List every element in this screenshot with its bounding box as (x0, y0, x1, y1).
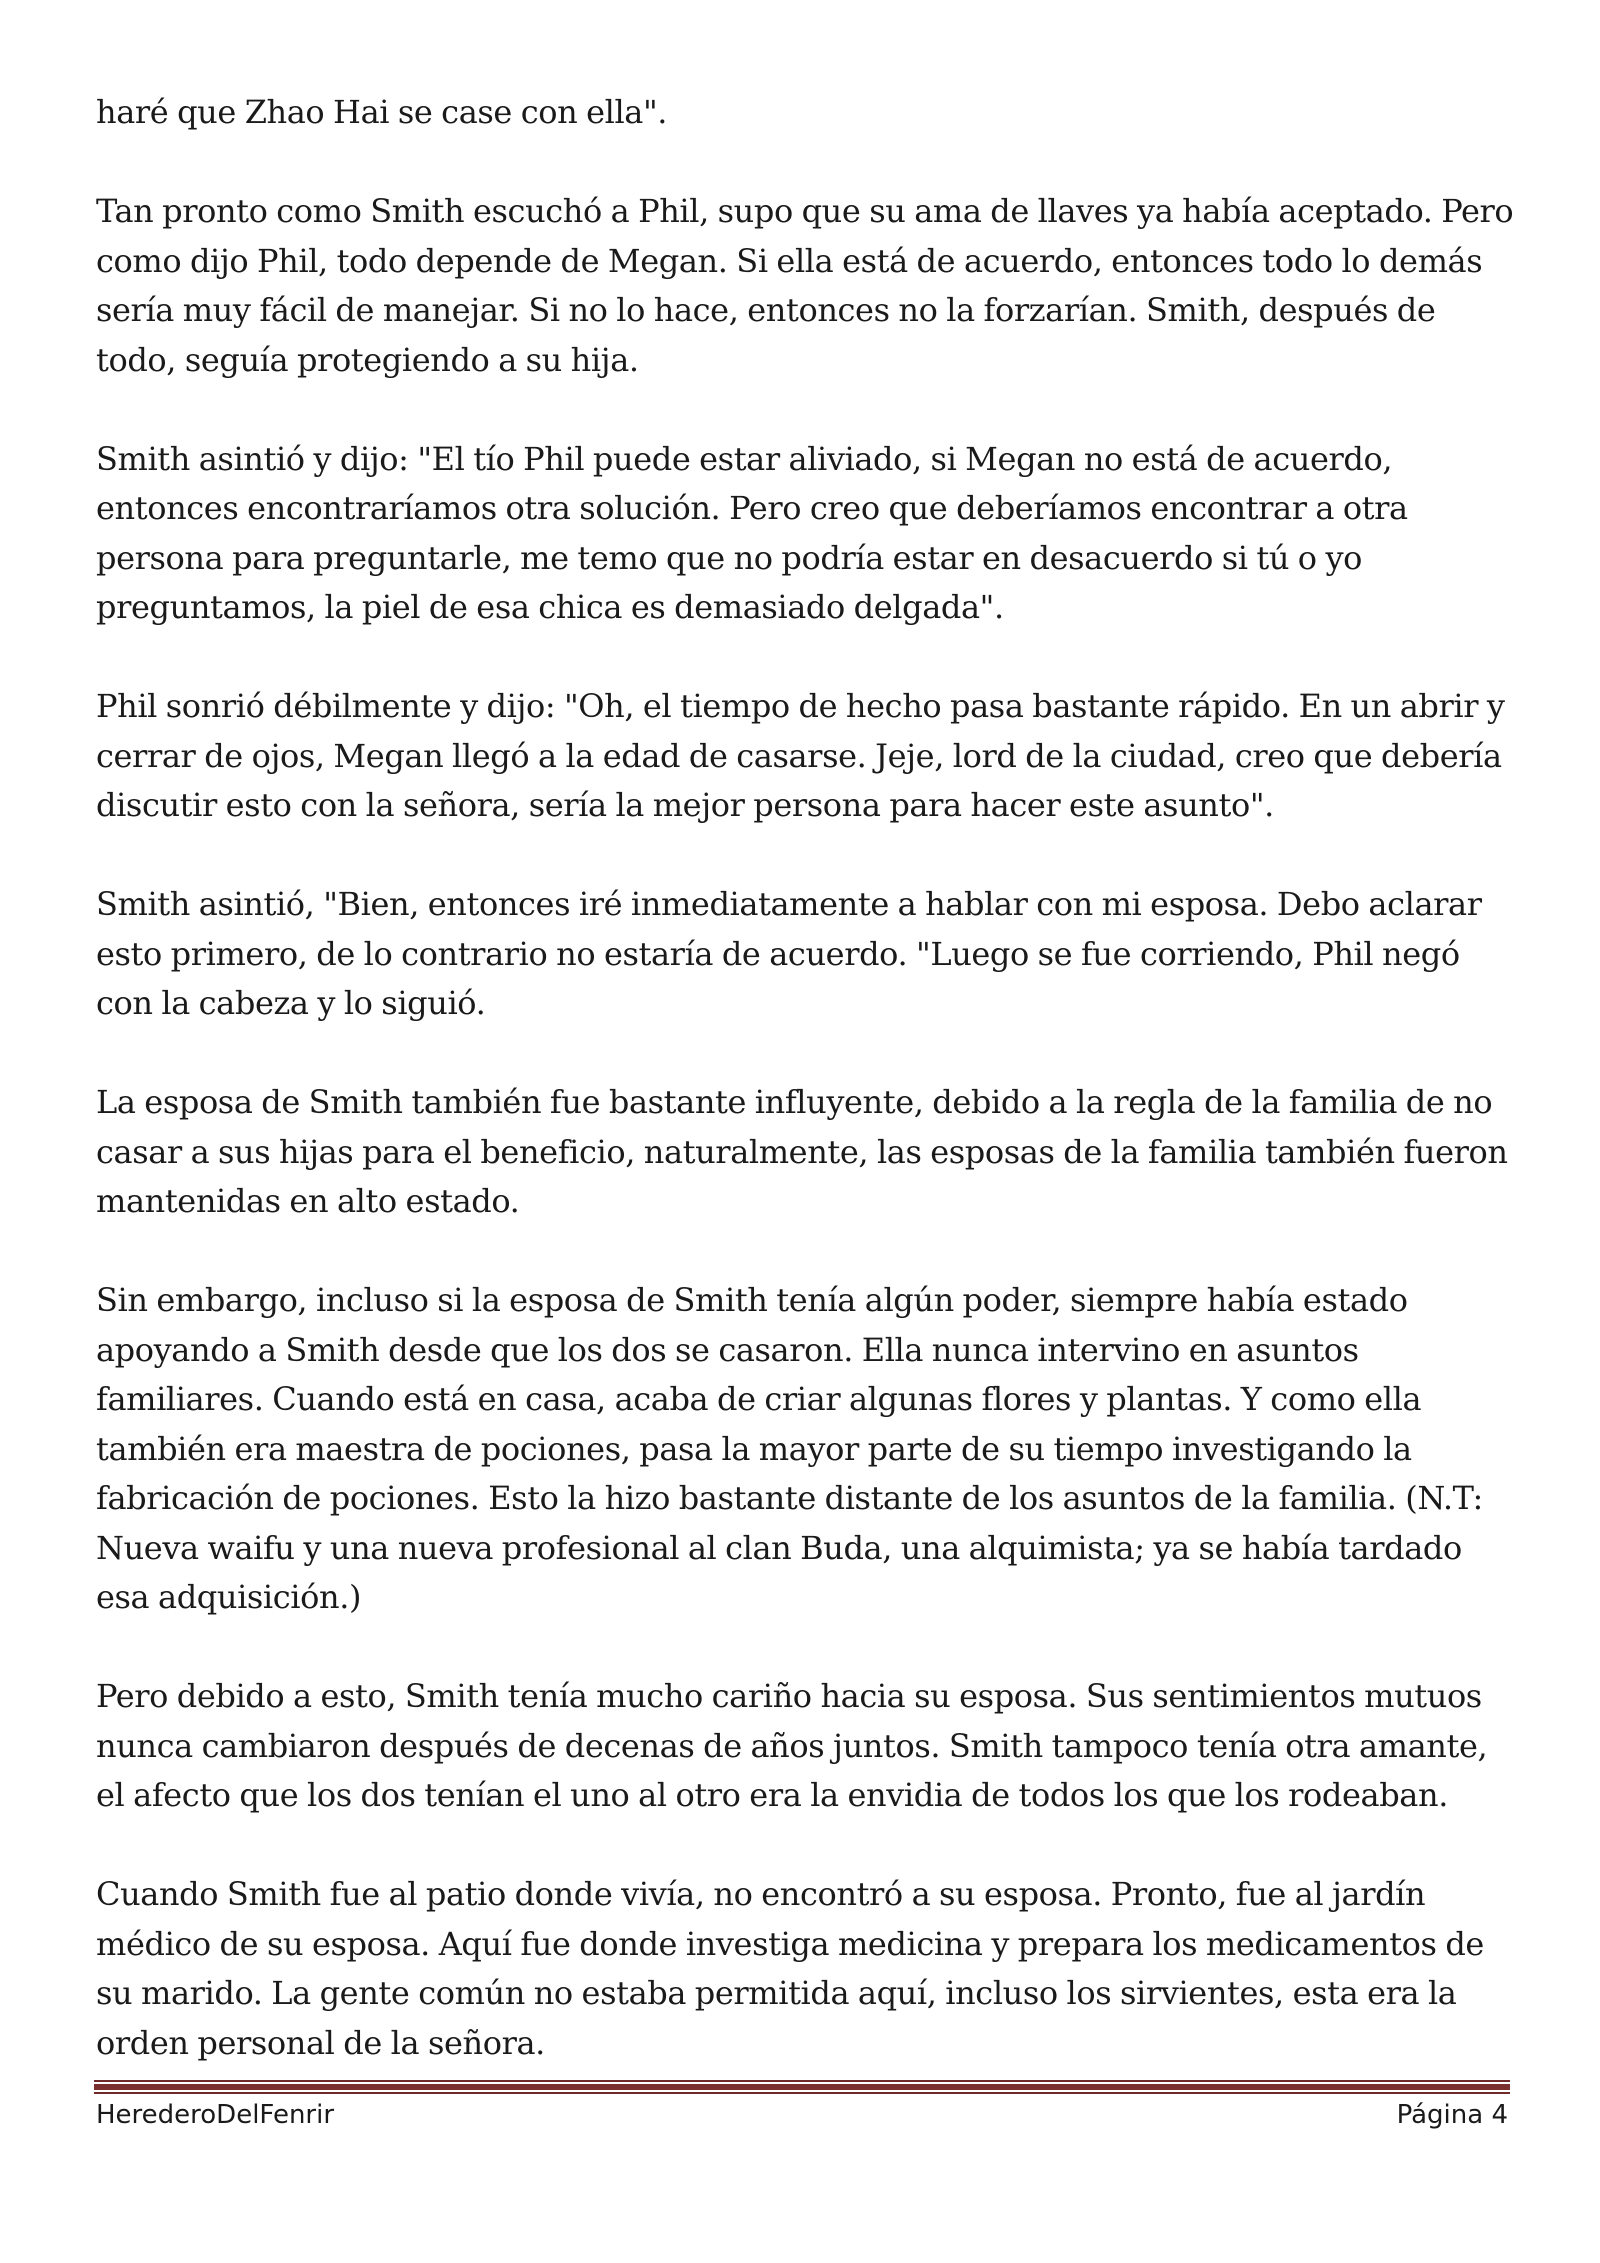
paragraph: Sin embargo, incluso si la esposa de Smith tenía algún poder, siempre había estado apoyando a Smith desde que los dos se casaron. Ella nunca intervino en asuntos familiares. Cuando está en casa, acaba de criar algunas flores y plantas. Y como ella también era maestra de pociones, pasa la mayor parte de su tiempo investigando la fabricación de pociones. Esto la hizo bastante distante de los asuntos de la familia. (N.T: Nueva waifu y una nueva profesional al clan Buda, una alquimista; ya se había tardado esa adquisición.) (96, 1281, 1483, 1616)
paragraph: Phil sonrió débilmente y dijo: "Oh, el tiempo de hecho pasa bastante rápido. En un abrir y cerrar de ojos, Megan llegó a la edad de casarse. Jeje, lord de la ciudad, creo que debería discutir esto con la señora, sería la mejor persona para hacer este asunto". (96, 687, 1505, 824)
footer-divider-top (94, 2080, 1510, 2082)
footer-divider (94, 2084, 1510, 2090)
page-body (96, 88, 1516, 2118)
paragraph: La esposa de Smith también fue bastante influyente, debido a la regla de la familia de no casar a sus hijas para el beneficio, naturalmente, las esposas de la familia también fueron mantenidas en alto estado. (96, 1083, 1508, 1220)
footer-author: HerederoDelFenrir (96, 2100, 335, 2130)
paragraph: Smith asintió, "Bien, entonces iré inmediatamente a hablar con mi esposa. Debo aclarar esto primero, de lo contrario no estaría de acuerdo. "Luego se fue corriendo, Phil negó con la cabeza y lo siguió. (96, 885, 1482, 1022)
paragraph: Smith asintió y dijo: "El tío Phil puede estar aliviado, si Megan no está de acuerdo, entonces encontraríamos otra solución. Pero creo que deberíamos encontrar a otra persona para preguntarle, me temo que no podría estar en desacuerdo si tú o yo preguntamos, la piel de esa chica es demasiado delgada". (96, 439, 1408, 626)
paragraph: Cuando Smith fue al patio donde vivía, no encontró a su esposa. Pronto, fue al jardín médico de su esposa. Aquí fue donde investiga medicina y prepara los medicamentos de su marido. La gente común no estaba permitida aquí, incluso los sirvientes, esta era la orden personal de la señora. (96, 1875, 1484, 2062)
paragraph: Pero debido a esto, Smith tenía mucho cariño hacia su esposa. Sus sentimientos mutuos nunca cambiaron después de decenas de años juntos. Smith tampoco tenía otra amante, el afecto que los dos tenían el uno al otro era la envidia de todos los que los rodeaban. (96, 1677, 1488, 1814)
paragraph: Tan pronto como Smith escuchó a Phil, supo que su ama de llaves ya había aceptado. Pero como dijo Phil, todo depende de Megan. Si ella está de acuerdo, entonces todo lo demás sería muy fácil de manejar. Si no lo hace, entonces no la forzarían. Smith, después de todo, seguía protegiendo a su hija. (96, 192, 1514, 379)
footer-divider-bottom (94, 2092, 1510, 2094)
page-number: Página 4 (1396, 2100, 1508, 2130)
paragraph: haré que Zhao Hai se case con ella". (96, 93, 668, 131)
